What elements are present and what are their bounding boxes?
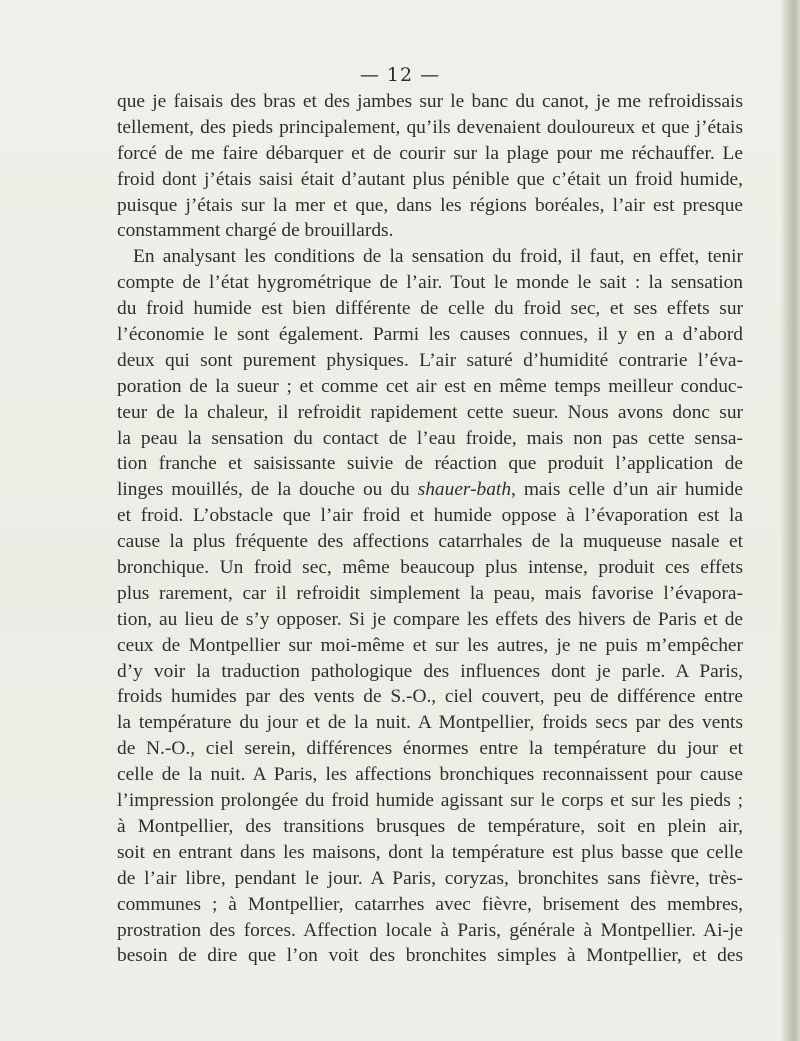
italic-term: shauer-bath — [417, 479, 512, 501]
text-line: la peau la sensation du contact de l’eau froide, mais non pas cette sensa- — [117, 427, 743, 449]
text-line: froids humides par des vents de S.-O., ciel couvert, peu de différence entre — [117, 686, 743, 708]
text-line: plus rarement, car il refroidit simplement la peau, mais favorise l’évapora- — [117, 582, 743, 604]
text-line: cause la plus fréquente des affections catarrhales de la muqueuse nasale et — [117, 531, 743, 553]
text-line: d’y voir la traduction pathologique des influences dont je parle. A Paris, — [117, 660, 743, 682]
body-text — [117, 89, 743, 969]
text-line: constamment chargé de brouillards. — [117, 220, 394, 242]
text-line: teur de la chaleur, il refroidit rapidement cette sueur. Nous avons donc sur — [117, 401, 743, 423]
text-segment: linges mouillés, de la douche ou du — [117, 479, 410, 501]
text-line: deux qui sont purement physiques. L’air saturé d’humidité contrarie l’éva- — [117, 349, 743, 371]
text-line: celle de la nuit. A Paris, les affections bronchiques reconnaissent pour cause — [117, 764, 743, 786]
text-line: que je faisais des bras et des jambes sur le banc du canot, je me refroidissais — [117, 91, 743, 112]
text-line: ceux de Montpellier sur moi-même et sur les autres, je ne puis m’empêcher — [117, 634, 743, 656]
text-line: l’impression prolongée du froid humide agissant sur le corps et sur les pieds ; — [117, 790, 743, 812]
text-line: tion, au lieu de s’y opposer. Si je compare les effets des hivers de Paris et de — [117, 608, 743, 630]
text-line: communes ; à Montpellier, catarrhes avec fièvre, brisement des membres, — [117, 893, 743, 915]
text-line: de N.-O., ciel serein, différences énormes entre la température du jour et — [117, 738, 743, 760]
text-line: tellement, des pieds principalement, qu’ils devenaient douloureux et que j’étais — [117, 116, 743, 138]
text-line: froid dont j’étais saisi était d’autant plus pénible que c’était un froid humide, — [117, 168, 743, 190]
text-line: soit en entrant dans les maisons, dont la température est plus basse que celle — [117, 841, 743, 863]
text-line: compte de l’état hygrométrique de l’air. Tout le monde le sait : la sensation — [117, 272, 743, 294]
text-line: la température du jour et de la nuit. A Montpellier, froids secs par des vents — [117, 712, 743, 734]
text-line: En analysant les conditions de la sensation du froid, il faut, en effet, tenir — [133, 246, 743, 268]
text-line: du froid humide est bien différente de celle du froid sec, et ses effets sur — [117, 298, 743, 320]
text-line: puisque j’étais sur la mer et que, dans les régions boréales, l’air est presque — [117, 194, 743, 216]
text-line: forcé de me faire débarquer et de courir sur la plage pour me réchauffer. Le — [117, 142, 743, 164]
text-line: prostration des forces. Affection locale à Paris, générale à Montpellier. Ai-je — [117, 919, 743, 941]
text-segment: , mais celle d’un air humide — [511, 479, 743, 501]
page-edge-shadow — [780, 0, 800, 1041]
text-line: poration de la sueur ; et comme cet air est en même temps meilleur conduc- — [117, 375, 743, 397]
text-line: à Montpellier, des transitions brusques de température, soit en plein air, — [117, 815, 743, 837]
text-line: bronchique. Un froid sec, même beaucoup plus intense, produit ces effets — [117, 557, 743, 579]
text-line: l’économie le sont également. Parmi les causes connues, il y en a d’abord — [117, 324, 743, 346]
text-line: et froid. L’obstacle que l’air froid et humide oppose à l’évaporation est la — [117, 505, 743, 527]
text-line-mixed — [117, 477, 743, 503]
text-line: tion franche et saisissante suivie de réaction que produit l’application de — [117, 453, 743, 475]
page-number: — 12 — — [359, 64, 441, 86]
text-line: de l’air libre, pendant le jour. A Paris, coryzas, bronchites sans fièvre, très- — [117, 867, 743, 889]
text-line: besoin de dire que l’on voit des bronchites simples à Montpellier, et des — [117, 945, 743, 967]
